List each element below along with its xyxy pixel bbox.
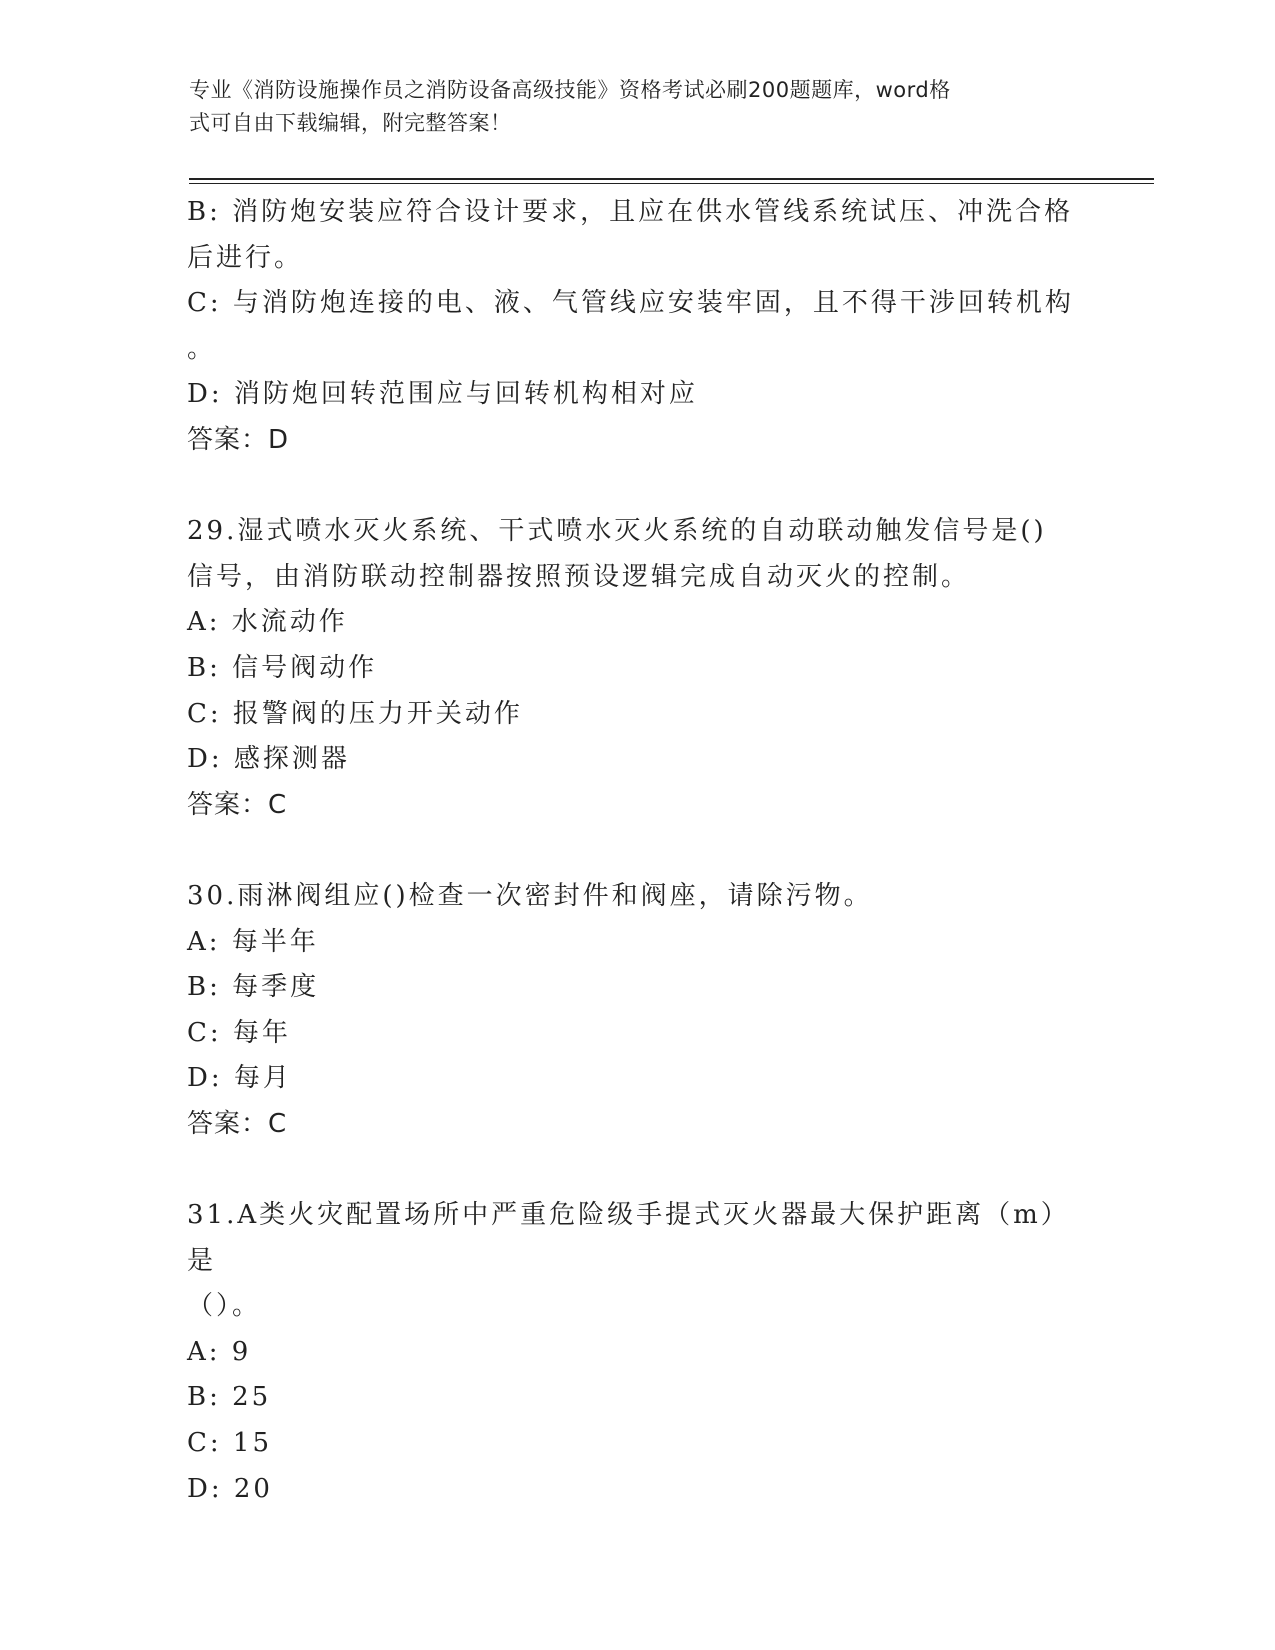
q29-option-a: A: 水流动作 — [187, 607, 348, 638]
q31-option-b: B: 25 — [187, 1382, 272, 1413]
question-31 — [187, 1193, 1087, 1512]
document-header — [189, 74, 1089, 140]
header-divider-thick — [189, 178, 1154, 180]
q28-option-c-line-2: 。 — [187, 333, 217, 364]
spacer — [187, 464, 1087, 510]
q28-option-c-line-1: C: 与消防炮连接的电、液、气管线应安装牢固，且不得干涉回转机构 — [187, 288, 1074, 319]
q28-option-d: D: 消防炮回转范围应与回转机构相对应 — [187, 379, 698, 410]
q29-stem-line-2: 信号，由消防联动控制器按照预设逻辑完成自动灭火的控制。 — [187, 561, 971, 592]
q29-option-c: C: 报警阀的压力开关动作 — [187, 698, 523, 729]
q30-option-b: B: 每季度 — [187, 972, 320, 1003]
q30-stem: 30.雨淋阀组应()检查一次密封件和阀座，请除污物。 — [187, 880, 873, 911]
q30-option-d: D: 每月 — [187, 1063, 292, 1094]
q31-option-d: D: 20 — [187, 1473, 273, 1504]
q30-option-a: A: 每半年 — [187, 926, 319, 957]
question-content — [187, 190, 1087, 1512]
q31-stem-line-1: 31.A类火灾配置场所中严重危险级手提式灭火器最大保护距离（m）是 — [187, 1200, 1070, 1276]
q29-answer: 答案：C — [187, 789, 288, 820]
q31-stem-line-2: （）。 — [187, 1291, 262, 1322]
question-30 — [187, 874, 1087, 1148]
question-28-continued — [187, 190, 1087, 464]
q28-option-b-line-1: B: 消防炮安装应符合设计要求，且应在供水管线系统试压、冲洗合格 — [187, 197, 1074, 227]
spacer — [187, 1147, 1087, 1193]
header-title-line-1: 专业《消防设施操作员之消防设备高级技能》资格考试必刷200题题库，word格 — [189, 78, 951, 102]
q29-stem-line-1: 29.湿式喷水灭火系统、干式喷水灭火系统的自动联动触发信号是() — [187, 516, 1047, 547]
header-title-line-2: 式可自由下载编辑，附完整答案！ — [189, 111, 512, 135]
q29-option-b: B: 信号阀动作 — [187, 652, 378, 683]
q31-option-a: A: 9 — [187, 1336, 252, 1367]
q28-answer: 答案：D — [187, 424, 290, 455]
spacer — [187, 828, 1087, 874]
q28-option-b-line-2: 后进行。 — [187, 242, 304, 273]
q30-option-c: C: 每年 — [187, 1017, 291, 1048]
q31-option-c: C: 15 — [187, 1428, 273, 1459]
q29-option-d: D: 感探测器 — [187, 744, 350, 775]
q30-answer: 答案：C — [187, 1108, 288, 1139]
header-divider-thin — [189, 183, 1154, 184]
question-29 — [187, 509, 1087, 828]
